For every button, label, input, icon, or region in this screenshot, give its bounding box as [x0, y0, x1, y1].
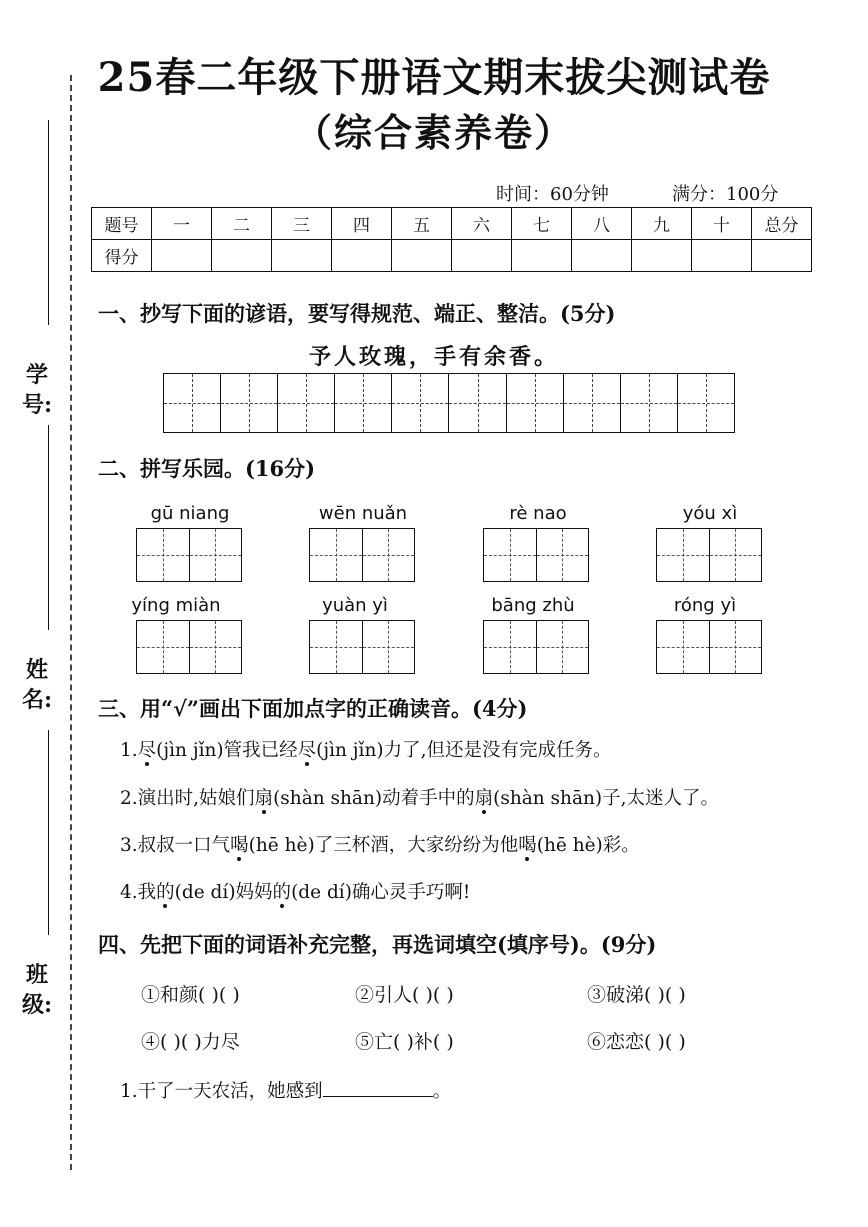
dotted-char: 尽	[297, 740, 317, 761]
section-3-heading: 三、用“√”画出下面加点字的正确读音。(4分)	[98, 696, 528, 721]
q-text: 。	[432, 1081, 452, 1102]
q-text[interactable]: (hē hè)彩。	[536, 835, 640, 856]
tianzi-box-pair[interactable]	[656, 620, 762, 674]
score-cell[interactable]	[632, 240, 692, 272]
score-cell[interactable]	[212, 240, 272, 272]
writing-cell[interactable]	[449, 374, 506, 432]
header-cell: 九	[632, 208, 692, 240]
q-text[interactable]: (de dí)妈妈	[174, 882, 273, 903]
q-text: 2.演出时,姑娘们	[120, 788, 255, 809]
dotted-char: 尽	[137, 740, 157, 761]
q-text: 4.我	[120, 882, 157, 903]
section-4-heading: 四、先把下面的词语补充完整，再选词填空(填序号)。(9分)	[98, 932, 657, 957]
score-cell[interactable]	[392, 240, 452, 272]
tianzi-cell[interactable]	[710, 529, 762, 581]
tianzi-cell[interactable]	[363, 529, 415, 581]
score-table-header-row	[92, 208, 812, 240]
tianzi-cell[interactable]	[657, 621, 710, 673]
pinyin-label: yuàn yì	[322, 595, 388, 616]
pinyin-label: bāng zhù	[491, 595, 575, 616]
page-title: 25春二年级下册语文期末拔尖测试卷	[97, 54, 771, 101]
tianzi-box-pair[interactable]	[656, 528, 762, 582]
header-cell: 七	[512, 208, 572, 240]
header-cell: 二	[212, 208, 272, 240]
dotted-char: 扇	[474, 788, 494, 809]
tianzi-cell[interactable]	[310, 621, 363, 673]
idiom-item[interactable]: ②引人( )( )	[355, 984, 454, 1006]
q-text: (de dí)确心灵手巧啊!	[291, 882, 471, 903]
writing-cell[interactable]	[678, 374, 734, 432]
q-text: 1.干了一天农活，她感到	[120, 1081, 323, 1102]
tianzi-cell[interactable]	[537, 621, 589, 673]
header-cell: 六	[452, 208, 512, 240]
dotted-char: 喝	[230, 835, 249, 856]
score-cell[interactable]	[332, 240, 392, 272]
pinyin-label: wēn nuǎn	[318, 503, 408, 524]
question-4-1	[120, 1077, 451, 1103]
tianzi-cell[interactable]	[137, 621, 190, 673]
tianzi-cell[interactable]	[310, 529, 363, 581]
question-3-4	[120, 878, 470, 904]
dotted-char: 喝	[518, 835, 537, 856]
score-table	[91, 207, 812, 272]
tianzi-box-pair[interactable]	[483, 620, 589, 674]
writing-cell[interactable]	[221, 374, 278, 432]
writing-cell[interactable]	[564, 374, 621, 432]
proverb-text: 予人玫瑰，手有余香。	[308, 344, 559, 370]
q-text[interactable]: (hē hè)了三杯酒，大家纷纷为他	[248, 835, 519, 856]
question-3-1	[120, 736, 611, 762]
pinyin-label: róng yì	[673, 595, 737, 616]
answer-blank[interactable]	[323, 1078, 433, 1097]
tianzi-cell[interactable]	[710, 621, 762, 673]
exam-time: 时间：60分钟	[496, 184, 609, 205]
writing-cell[interactable]	[621, 374, 678, 432]
tianzi-cell[interactable]	[190, 529, 242, 581]
tianzi-box-pair[interactable]	[136, 620, 242, 674]
q-text[interactable]: (jìn jǐn)管我已经	[156, 740, 298, 761]
idiom-item[interactable]: ③破涕( )( )	[587, 984, 686, 1006]
pinyin-label: yíng miàn	[131, 595, 221, 616]
full-score: 满分：100分	[672, 184, 779, 205]
header-cell: 四	[332, 208, 392, 240]
name-label: 姓名:	[22, 657, 53, 713]
header-cell: 十	[692, 208, 752, 240]
page-subtitle: （综合素养卷）	[293, 110, 574, 155]
name-line[interactable]	[48, 425, 49, 630]
q-text[interactable]: (shàn shān)子,太迷人了。	[493, 788, 720, 809]
writing-cell[interactable]	[507, 374, 564, 432]
score-table-score-row	[92, 240, 812, 272]
idiom-item[interactable]: ⑤亡( )补( )	[355, 1031, 454, 1053]
section-2-heading: 二、拼写乐园。(16分)	[98, 456, 316, 481]
score-cell[interactable]	[152, 240, 212, 272]
tianzi-box-pair[interactable]	[136, 528, 242, 582]
q-text: 3.叔叔一口气	[120, 835, 231, 856]
score-cell[interactable]	[272, 240, 332, 272]
question-3-3	[120, 831, 640, 857]
class-line[interactable]	[48, 730, 49, 935]
score-row-label: 得分	[92, 240, 152, 272]
writing-cell[interactable]	[335, 374, 392, 432]
score-cell[interactable]	[452, 240, 512, 272]
header-cell: 五	[392, 208, 452, 240]
idiom-item[interactable]: ④( )( )力尽	[141, 1031, 240, 1053]
writing-cell[interactable]	[164, 374, 221, 432]
header-cell: 三	[272, 208, 332, 240]
q-text[interactable]: (jìn jǐn)力了,但还是没有完成任务。	[316, 740, 612, 761]
header-cell: 一	[152, 208, 212, 240]
score-cell[interactable]	[692, 240, 752, 272]
question-3-2	[120, 784, 719, 810]
tianzi-box-pair[interactable]	[309, 620, 415, 674]
tianzi-cell[interactable]	[484, 529, 537, 581]
dotted-char: 的	[272, 882, 292, 903]
pinyin-label: gū niang	[150, 503, 230, 524]
writing-cell[interactable]	[392, 374, 449, 432]
q-text[interactable]: (shàn shān)动着手中的	[273, 788, 475, 809]
idiom-item[interactable]: ⑥恋恋( )( )	[587, 1031, 686, 1053]
class-label: 班级:	[22, 962, 53, 1018]
tianzi-cell[interactable]	[537, 529, 589, 581]
binding-dashed-line	[70, 75, 72, 1170]
pinyin-label: rè nao	[509, 503, 567, 524]
header-cell: 八	[572, 208, 632, 240]
copy-writing-grid[interactable]	[163, 373, 735, 433]
tianzi-box-pair[interactable]	[309, 528, 415, 582]
tianzi-box-pair[interactable]	[483, 528, 589, 582]
header-cell: 题号	[92, 208, 152, 240]
student-number-label: 学号:	[22, 362, 53, 418]
tianzi-cell[interactable]	[484, 621, 537, 673]
header-cell: 总分	[752, 208, 812, 240]
tianzi-cell[interactable]	[137, 529, 190, 581]
writing-cell[interactable]	[278, 374, 335, 432]
score-cell[interactable]	[512, 240, 572, 272]
idiom-item[interactable]: ①和颜( )( )	[141, 984, 240, 1006]
tianzi-cell[interactable]	[190, 621, 242, 673]
pinyin-label: yóu xì	[682, 503, 738, 524]
tianzi-cell[interactable]	[363, 621, 415, 673]
tianzi-cell[interactable]	[657, 529, 710, 581]
section-1-heading: 一、抄写下面的谚语，要写得规范、端正、整洁。(5分)	[98, 301, 616, 326]
dotted-char: 的	[156, 882, 175, 903]
dotted-char: 扇	[254, 788, 274, 809]
score-cell[interactable]	[572, 240, 632, 272]
score-cell[interactable]	[752, 240, 812, 272]
q-text: 1.	[120, 740, 138, 761]
